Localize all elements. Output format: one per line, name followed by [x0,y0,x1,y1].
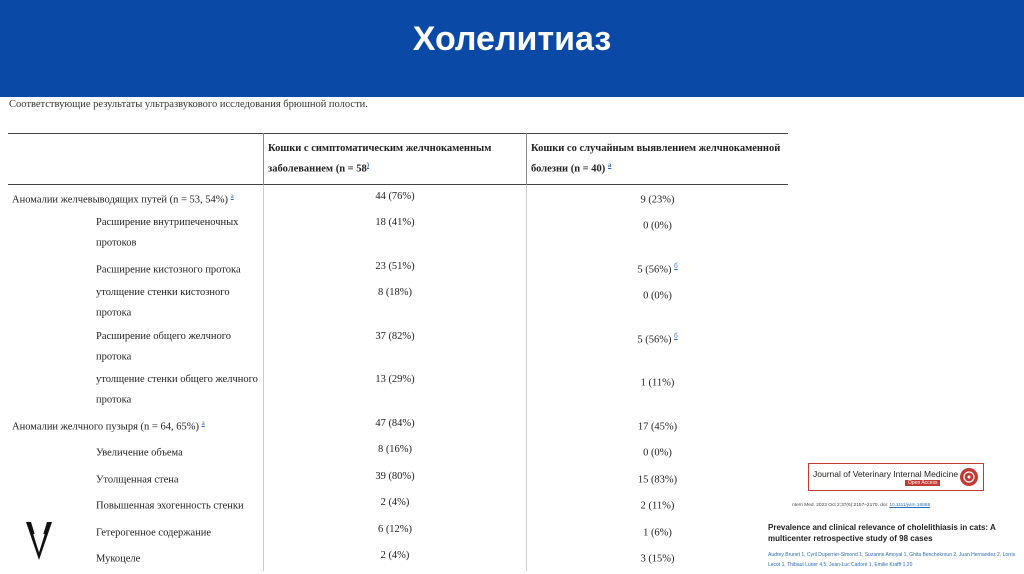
table-row [8,438,788,465]
row-label: утолщение стенки общего желчного протока [96,374,258,406]
row-label: Мукоцеле [96,553,141,565]
row-label: Расширение внутрипеченочных протоков [96,217,239,249]
table-row [8,412,788,439]
footnote-link[interactable]: a [230,191,234,200]
citation-line: ntern Med. 2023 Oct 2;37(6):2157–2170. doi: 10.1111/jvim.16868 [792,503,931,508]
journal-seal-icon [959,467,979,487]
footnote-link[interactable]: б [674,261,678,270]
row-label: Повышенная эхогенность стенки [96,500,244,512]
row-label: Утолщенная стена [96,474,179,485]
incidental-value: 3 (15%) [527,544,789,571]
row-label: Аномалии желчного пузыря (n = 64, 65%) $^a$ [12,418,205,432]
symptomatic-value: 23 (51%) [264,255,527,282]
incidental-value: 17 (45%) [527,412,789,439]
brand-logo-icon [24,520,54,564]
incidental-value: 5 (56%) $^б$ [527,255,789,282]
symptomatic-value: 18 (41%) [264,211,527,255]
incidental-value: 1 (11%) [527,368,789,412]
journal-name: Journal of Veterinary Internal Medicine [813,469,959,479]
incidental-value: 1 (6%) [527,518,789,545]
row-label: Расширение общего желчного протока [96,330,232,362]
row-label: Увеличение объема [96,447,183,459]
row-label: Расширение кистозного протока [96,264,241,275]
doi-link[interactable]: 10.1111/jvim.16868 [889,503,931,508]
symptomatic-value: 2 (4%) [264,544,527,571]
table-row [8,184,788,211]
row-label: Гетерогенное содержание [96,527,212,538]
open-access-tag: Open Access [905,480,940,486]
incidental-value: 2 (11%) [527,491,789,518]
table-row [8,465,788,492]
table-row [8,368,788,412]
row-label: утолщение стенки кистозного протока [96,287,230,319]
symptomatic-value: 2 (4%) [264,491,527,518]
symptomatic-value: 8 (16%) [264,438,527,465]
header-symptomatic-cats: Кошки с симптоматическим желчнокаменным заболеванием (n = 58) [264,134,527,185]
table-caption: Соответствующие результаты ультразвукового исследования брюшной полости. [9,99,368,110]
incidental-value: 0 (0%) [527,211,789,255]
incidental-value: 9 (23%) [527,184,789,211]
header-footnote-link[interactable]: ) [366,161,370,169]
incidental-value: 15 (83%) [527,465,789,492]
footnote-link[interactable]: a [201,418,205,427]
symptomatic-value: 47 (84%) [264,412,527,439]
table-row [8,255,788,282]
symptomatic-value: 37 (82%) [264,325,527,369]
table-header-row [8,134,788,185]
title-banner [0,0,1024,97]
table-row [8,211,788,255]
table-row [8,518,788,545]
table-row [8,325,788,369]
symptomatic-value: 13 (29%) [264,368,527,412]
symptomatic-value: 6 (12%) [264,518,527,545]
table-row [8,544,788,571]
row-label: Аномалии желчевыводящих путей (n = 53, 54%) $^a$ [12,191,234,205]
header-empty-cell [8,134,264,185]
journal-logo [808,463,984,491]
author-list[interactable]: Audrey Brunet 1, Cyril Duperrier-Simond 1, Suzanne Amoyal 1, Ghita Benchekroun 2, Juan Hernandez 2, Lorris Lecot 1, Thibaut Lurier 4,5, Jean-Luc Cadoré 1, Emilie Krafft 1,20 [768,552,1016,568]
paper-title: Prevalence and clinical relevance of cholelithiasis in cats: A multicenter retrospective study of 98 cases [768,523,996,543]
symptomatic-value: 39 (80%) [264,465,527,492]
table-row [8,491,788,518]
footnote-link[interactable]: б [674,331,678,340]
header-footnote-link[interactable]: a [607,161,612,169]
header-incidental-cats: Кошки со случайным выявлением желчнокаменной болезни (n = 40) $^a$ [527,134,789,185]
slide-title: Холелитиаз [412,20,612,58]
ultrasound-findings-table [8,133,788,571]
incidental-value: 0 (0%) [527,281,789,325]
incidental-value: 0 (0%) [527,438,789,465]
incidental-value: 5 (56%) $^б$ [527,325,789,369]
symptomatic-value: 44 (76%) [264,184,527,211]
table-row [8,281,788,325]
symptomatic-value: 8 (18%) [264,281,527,325]
